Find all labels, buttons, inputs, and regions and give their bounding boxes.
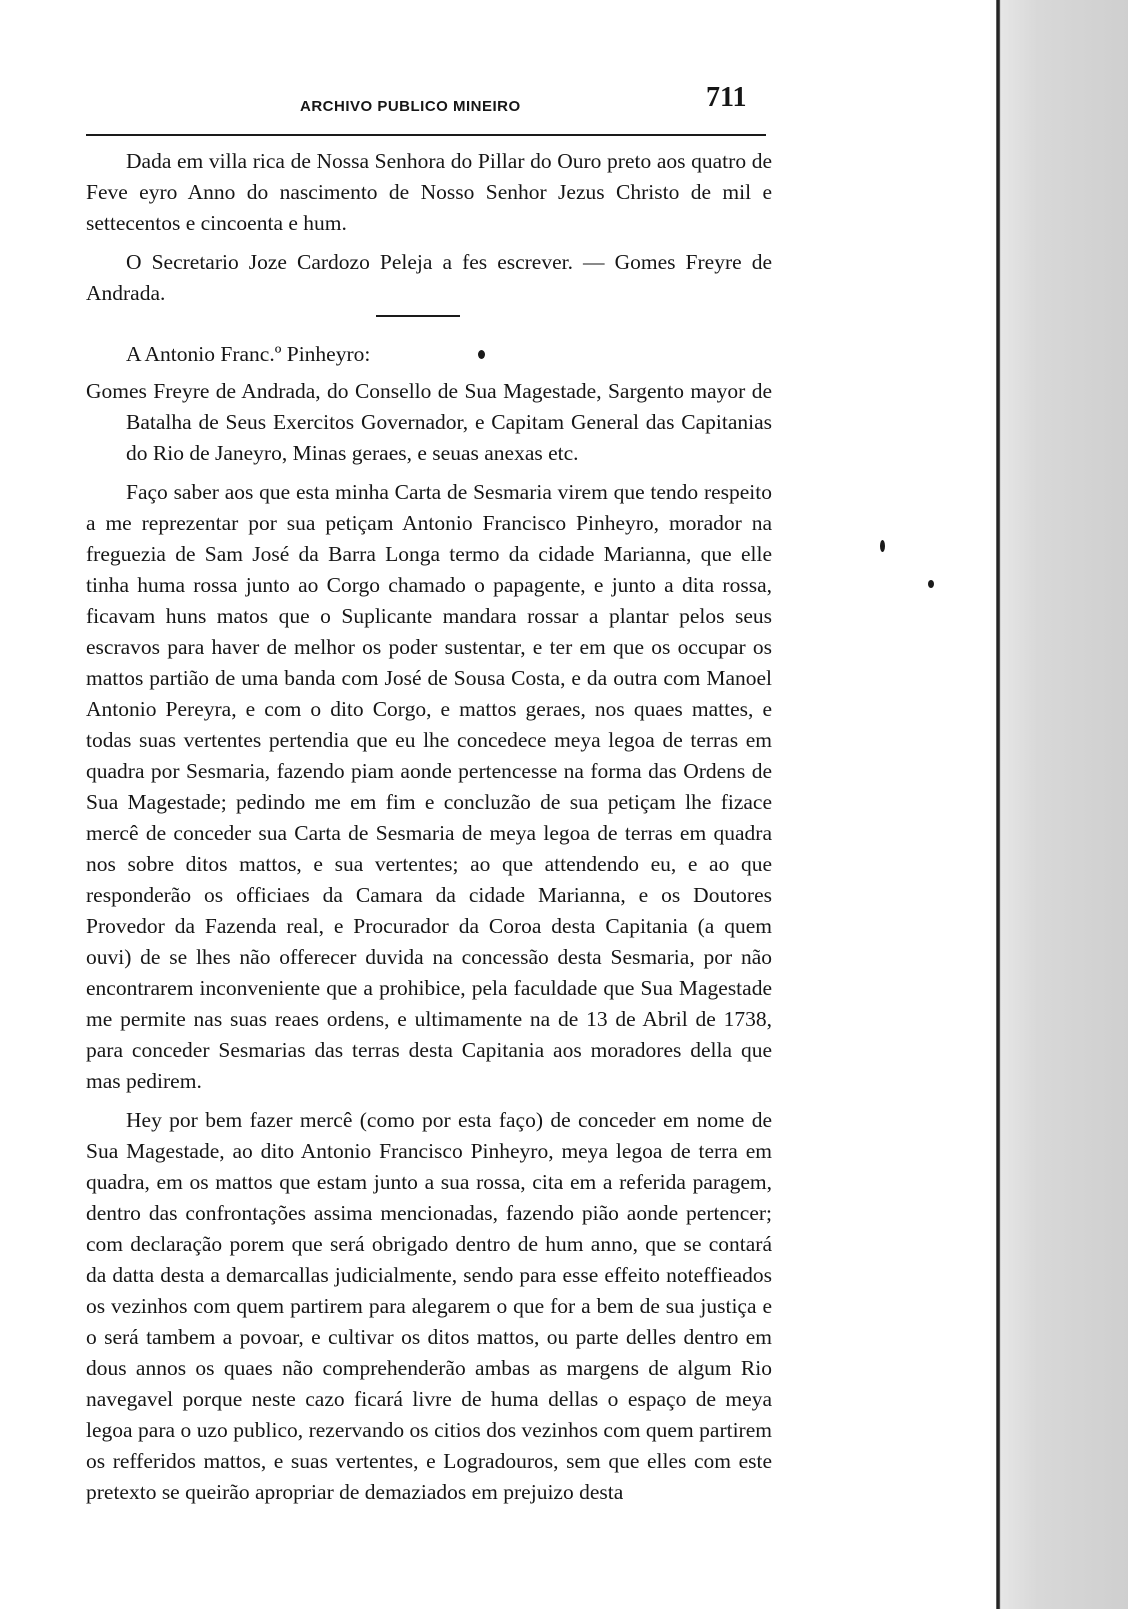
- ink-dot: [478, 350, 485, 359]
- closing-paragraph: Dada em villa rica de Nossa Senhora do Pillar do Ouro preto aos quatro de Feve eyro Anno do nascimento de Nosso Senhor Jezus Christo de mil e settecentos e cincoenta e hum.: [86, 149, 772, 235]
- document-page: [86, 60, 772, 1516]
- page-body: [86, 146, 772, 1508]
- section-separator: [376, 315, 460, 317]
- running-title: ARCHIVO PUBLICO MINEIRO: [300, 98, 521, 115]
- ink-mark: [880, 540, 885, 552]
- ink-mark: [928, 580, 934, 588]
- grant-paragraph: Hey por bem fazer mercê (como por esta faço) de conceder em nome de Sua Magestade, ao dito Antonio Francisco Pinheyro, meya legoa de terra em quadra, em os mattos que estam junto a sua rossa, cita em a referida paragem, dentro das confrontações assima mencionadas, fazendo pião aonde pertencer; com declaração porem que será obrigado dentro de hum anno, que se contará da datta desta a demarcallas judicialmente, sendo para esse effeito noteffieados os vezinhos com quem partirem para alegarem o que for a bem de sua justiça e o será tambem a povoar, e cultivar os ditos mattos, ou parte delles dentro em dous annos os quaes não comprehenderão ambas as margens de algum Rio navegavel porque neste cazo ficará livre de huma dellas o espaço de meya legoa para o uzo publico, rezervando os citios dos vezinhos com quem partirem os refferidos mattos, e suas vertentes, e Logradouros, sem que elles com este pretexto se queirão apropriar de demaziados em prejuizo desta: [86, 1108, 772, 1504]
- addressee-line: A Antonio Franc.º Pinheyro:: [126, 342, 371, 366]
- page-number: 711: [706, 82, 747, 113]
- petition-paragraph: Faço saber aos que esta minha Carta de Sesmaria virem que tendo respeito a me reprezentar por sua petiçam Antonio Francisco Pinheyro, morador na freguezia de Sam José da Barra Longa termo da cidade Marianna, que elle tinha huma rossa junto ao Corgo chamado o papagente, e junto a dita rossa, ficavam huns matos que o Suplicante mandara rossar a plantar pelos seus escravos para haver de melhor os poder sustentar, e ter em que os occupar os mattos partião de uma banda com José de Sousa Costa, e da outra com Manoel Antonio Pereyra, e com o dito Corgo, e mattos geraes, nos quaes mattes, e todas suas vertentes pertendia que eu lhe concedece meya legoa de terras em quadra por Sesmaria, fazendo piam aonde pertencesse na forma das Ordens de Sua Magestade; pedindo me em fim e concluzão de sua petiçam lhe fizace mercê de conceder sua Carta de Sesmaria de meya legoa de terras em quadra nos sobre ditos mattos, e sua vertentes; ao que attendendo eu, e ao que responderão os officiaes da Camara da cidade Marianna, e os Doutores Provedor da Fazenda real, e Procurador da Coroa desta Capitania (a quem ouvi) de se lhes não offerecer duvida na concessão desta Sesmaria, por não encontrarem inconveniente que a prohibice, pela faculdade que Sua Magestade me permite nas suas reaes ordens, e ultimamente na de 13 de Abril de 1738, para conceder Sesmarias das terras desta Capitania aos moradores della que mas pedirem.: [86, 480, 772, 1093]
- page-header: [86, 60, 772, 130]
- scan-margin-shadow: [978, 0, 1128, 1609]
- signature-paragraph: O Secretario Joze Cardozo Peleja a fes escrever. — Gomes Freyre de Andrada.: [86, 250, 772, 305]
- grantor-title-block: Gomes Freyre de Andrada, do Consello de Sua Magestade, Sargento mayor de Batalha de Seus Exercitos Governador, e Capitam General das Capitanias do Rio de Janeyro, Minas geraes, e seuas anexas etc.: [86, 379, 772, 465]
- header-rule: [86, 134, 766, 136]
